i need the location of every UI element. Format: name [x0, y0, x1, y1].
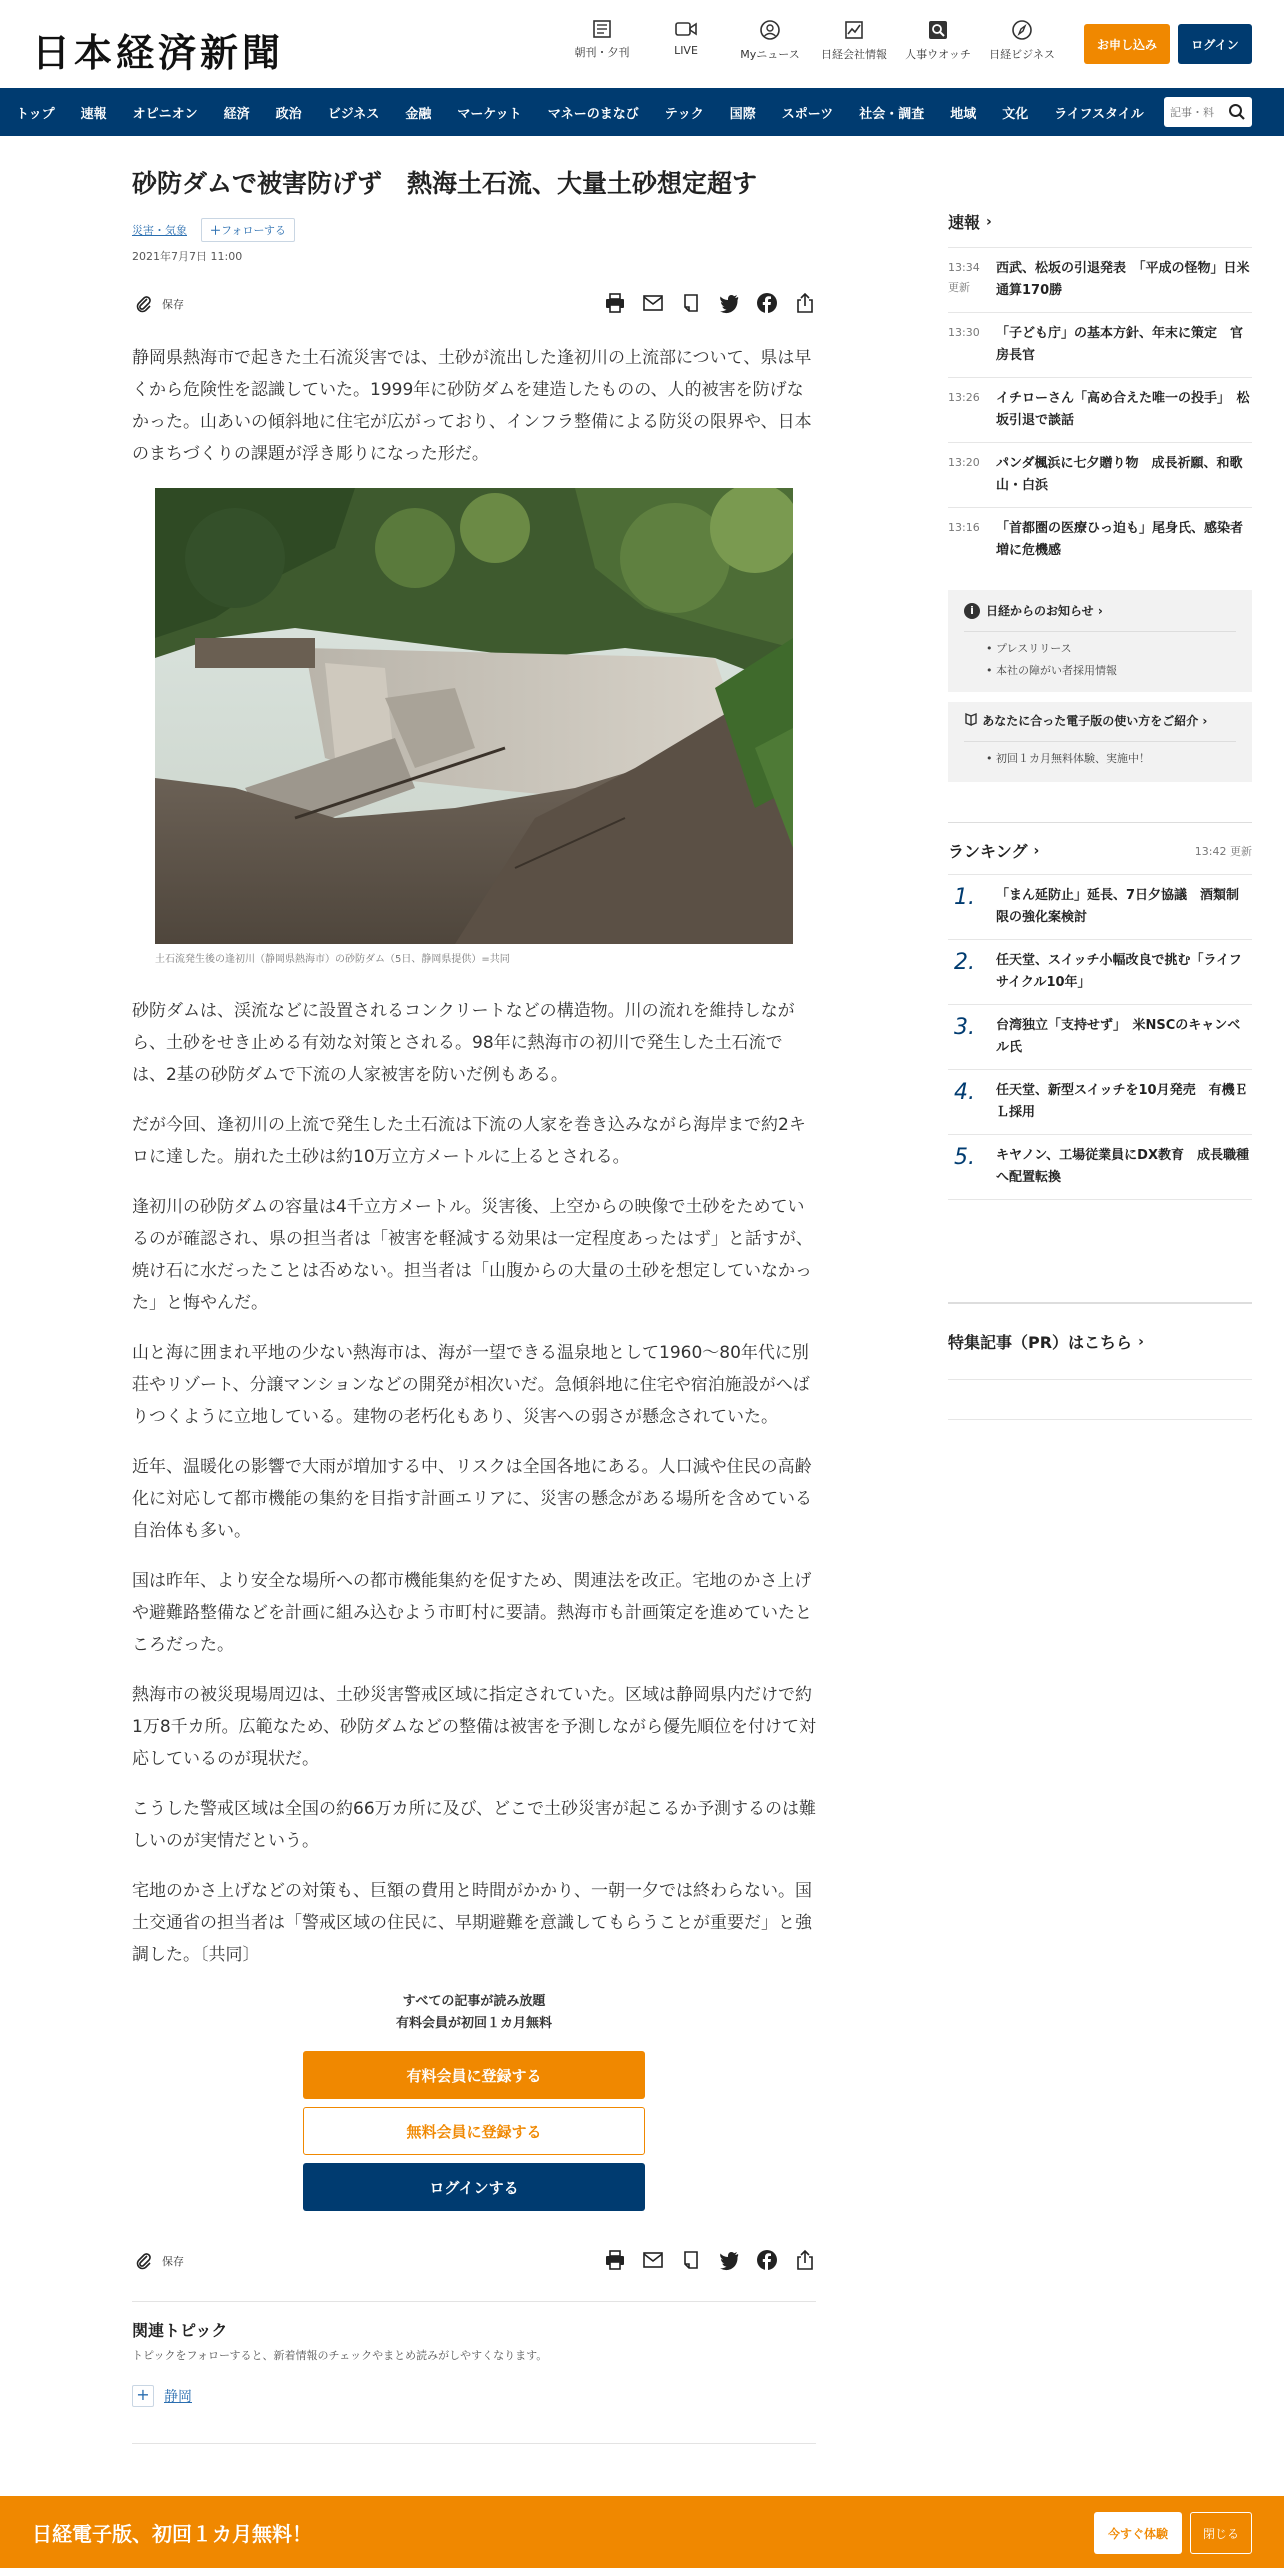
divider: [132, 2443, 816, 2444]
divider: [948, 1419, 1252, 1459]
login-button[interactable]: ログイン: [1178, 24, 1252, 64]
divider: [948, 1379, 1252, 1419]
article-toolbar: [132, 286, 816, 326]
nav-item-international[interactable]: 国際: [729, 106, 756, 122]
promo-subline: 有料会員が初回１カ月無料: [395, 2016, 552, 2031]
article-paragraph: 逢初川の砂防ダムの容量は4千立方メートル。災害後、上空からの映像で土砂をためているのが確認され、県の担当者は「被害を軽減する効果は一定程度あったはず」と話すが、焼け石に水だったことは否めない。担当者は「山腹からの大量の土砂を想定していなかった」と悔やんだ。: [132, 1197, 813, 1313]
article-paragraph: 砂防ダムは、渓流などに設置されるコンクリートなどの構造物。川の流れを維持しながら、土砂をせき止める有効な対策とされる。98年に熱海市の初川で発生した土石流では、2基の砂防ダムで下流の人家被害を防いだ例もある。: [132, 1001, 795, 1085]
nav-label: 日経会社情報: [821, 48, 887, 61]
ranking-item[interactable]: [948, 1069, 1252, 1134]
rank-headline[interactable]: 任天堂、スイッチ小幅改良で挑む「ライフサイクル10年」: [996, 953, 1242, 990]
dam-photo: [155, 488, 793, 944]
banner-text: 日経電子版、初回１カ月無料！: [32, 2522, 312, 2546]
article-paragraph: 近年、温暖化の影響で大雨が増加する中、リスクは全国各地にある。人口減や住民の高齢化に対応して都市機能の集約を目指す計画エリアに、災害の懸念がある場所を含めている自治体も多い。: [132, 1457, 812, 1541]
nav-live[interactable]: [644, 20, 728, 62]
news-headline[interactable]: 西武、松坂の引退発表 「平成の怪物」日米通算170勝: [996, 261, 1250, 298]
related-topics-title: 関連トピック: [132, 2321, 228, 2340]
nav-item-society[interactable]: 社会・調査: [859, 106, 925, 122]
chevron-right-icon: ›: [1198, 713, 1208, 728]
nav-label: 朝刊・夕刊: [574, 46, 630, 59]
paperclip-icon: [136, 2251, 152, 2271]
topic-name[interactable]: 静岡: [164, 2389, 192, 2405]
rank-headline[interactable]: 台湾独立「支持せず」 米NSCのキャンベル氏: [996, 1018, 1241, 1055]
chevron-right-icon: ›: [1138, 1333, 1144, 1350]
search-icon[interactable]: [1228, 103, 1246, 121]
info-icon: i: [964, 603, 980, 619]
news-time: 13:16: [948, 521, 980, 534]
news-item[interactable]: [948, 377, 1252, 442]
article-paragraph: 宅地のかさ上げなどの対策も、巨額の費用と時間がかかり、一朝一夕では終わらない。国土交通省の担当者は「警戒区域の住民に、早期避難を意識してもらうことが重要だ」と強調した。〔共同〕: [132, 1881, 812, 1965]
article-meta: [132, 218, 816, 242]
news-time: 13:30: [948, 326, 980, 339]
share-bar: [588, 292, 816, 318]
newspaper-icon: [592, 20, 612, 38]
share-icon[interactable]: [794, 292, 816, 318]
news-time: 13:26: [948, 391, 980, 404]
follow-label: フォローする: [221, 224, 286, 237]
notice-link-label: プレスリリース: [996, 642, 1072, 655]
divider: [948, 1199, 1252, 1200]
rank-number: 3.: [954, 1015, 975, 1040]
breaking-news-heading[interactable]: [948, 210, 1252, 233]
save-button[interactable]: [136, 2251, 184, 2271]
publish-date: 2021年7月7日 11:00: [132, 250, 243, 263]
subscription-promo: [132, 1991, 816, 2211]
notice-links: [964, 631, 1236, 682]
guide-heading[interactable]: [964, 712, 1236, 729]
ranking-title-link[interactable]: [948, 839, 1039, 862]
paperclip-icon: [136, 294, 152, 314]
ranking-item[interactable]: [948, 1004, 1252, 1069]
nav-label: 日経ビジネス: [989, 48, 1055, 61]
mail-icon[interactable]: [642, 292, 664, 318]
note-icon[interactable]: [680, 292, 702, 318]
promo-login-button[interactable]: ログインする: [303, 2163, 645, 2211]
search-input[interactable]: [1170, 102, 1224, 122]
category-navbar: [0, 88, 1284, 136]
divider: [948, 692, 1252, 702]
guide-links: [964, 741, 1236, 770]
nav-item-money[interactable]: マネーのまなび: [547, 106, 639, 122]
photo-caption: 土石流発生後の逢初川（静岡県熱海市）の砂防ダム（5日、静岡県提供）=共同: [155, 954, 510, 965]
article: [132, 166, 816, 2444]
print-icon[interactable]: [604, 292, 626, 318]
twitter-icon[interactable]: [718, 2249, 740, 2275]
special-articles-link[interactable]: [948, 1330, 1252, 1353]
news-headline[interactable]: イチローさん「高め合えた唯一の投手」 松坂引退で談話: [996, 391, 1250, 428]
nav-personnel-watch[interactable]: [896, 20, 980, 62]
ranking-item[interactable]: [948, 939, 1252, 1004]
nav-item-market[interactable]: マーケット: [457, 106, 522, 122]
promo-headline: すべての記事が読み放題: [402, 1994, 546, 2009]
notice-link-recruit[interactable]: • 本社の障がい者採用情報: [986, 664, 1117, 677]
topic-item[interactable]: [132, 2385, 816, 2407]
related-topics-desc: トピックをフォローすると、新着情報のチェックやまとめ読みがしやすくなります。: [132, 2349, 548, 2362]
print-icon[interactable]: [604, 2249, 626, 2275]
apply-button[interactable]: お申し込み: [1084, 24, 1170, 64]
register-paid-button[interactable]: 有料会員に登録する: [303, 2051, 645, 2099]
rank-number: 1.: [954, 885, 975, 910]
plus-icon: ＋: [210, 224, 221, 237]
ranking-item[interactable]: [948, 874, 1252, 939]
sidebar: [948, 210, 1252, 1459]
share-bar: [588, 2249, 816, 2275]
article-paragraph: こうした警戒区域は全国の約66万カ所に及び、どこで土砂災害が起こるか予測するのは難しいのが実情だという。: [132, 1799, 816, 1851]
nav-item-lifestyle[interactable]: ライフスタイル: [1054, 106, 1144, 122]
article-toolbar-bottom: [132, 2243, 816, 2283]
ranking-heading: [948, 839, 1252, 862]
note-icon[interactable]: [680, 2249, 702, 2275]
nav-item-regional[interactable]: 地域: [950, 106, 977, 122]
header-nav: [560, 20, 1064, 62]
ranking-title: ランキング: [948, 842, 1028, 861]
rank-headline[interactable]: 「まん延防止」延長、7日夕協議 酒類制限の強化案検討: [996, 888, 1240, 925]
chevron-right-icon: ›: [1093, 603, 1103, 618]
article-paragraph: 熱海市の被災現場周辺は、土砂災害警戒区域に指定されていた。区域は静岡県内だけで約1万8千カ所。広範なため、砂防ダムなどの整備は被害を予測しながら優先順位を付けて対応しているのが現状だ。: [132, 1685, 816, 1769]
book-icon: [964, 712, 978, 729]
follow-button[interactable]: [201, 218, 295, 242]
article-paragraph: 静岡県熱海市で起きた土石流災害では、土砂が流出した逢初川の上流部について、県は早くから危険性を認識していた。1999年に砂防ダムを建造したものの、人的被害を防げなかった。山あいの傾斜地に住宅が広がっており、インフラ整備による防災の限界や、日本のまちづくりの課題が浮き彫りになった形だ。: [132, 348, 812, 464]
chart-icon: [844, 20, 864, 40]
register-free-button[interactable]: 無料会員に登録する: [303, 2107, 645, 2155]
special-articles-title: 特集記事（PR）はこちら: [948, 1333, 1133, 1352]
news-item[interactable]: [948, 312, 1252, 377]
video-icon: [675, 20, 697, 38]
share-icon[interactable]: [794, 2249, 816, 2275]
guide-link-label: 初回１カ月無料体験、実施中！: [996, 752, 1150, 765]
ranking-updated: 13:42 更新: [1194, 844, 1252, 858]
nav-item-business[interactable]: ビジネス: [327, 106, 380, 122]
article-paragraph: 山と海に囲まれ平地の少ない熱海市は、海が一望できる温泉地として1960～80年代に別荘やリゾート、分譲マンションなどの開発が相次いだ。急傾斜地に住宅や宿泊施設がへばりつくように立地している。建物の老朽化もあり、災害への弱さが懸念されていた。: [132, 1343, 810, 1427]
notice-link-press[interactable]: • プレスリリース: [986, 642, 1072, 655]
nav-company-info[interactable]: [812, 20, 896, 62]
chevron-right-icon: ›: [986, 213, 992, 230]
trial-banner: [0, 2496, 1284, 2568]
nav-item-tech[interactable]: テック: [664, 106, 704, 122]
chevron-right-icon: ›: [1033, 842, 1040, 859]
topic-tag-link[interactable]: 災害・気象: [132, 224, 187, 237]
save-button[interactable]: [136, 294, 184, 314]
try-now-button[interactable]: 今すぐ体験: [1094, 2512, 1182, 2554]
notice-title: 日経からのお知らせ: [986, 604, 1094, 618]
rank-number: 4.: [954, 1080, 975, 1105]
news-headline[interactable]: 「首都圏の医療ひっ迫も」尾身氏、感染者増に危機感: [996, 521, 1244, 558]
plus-icon[interactable]: +: [132, 2385, 154, 2407]
nikkei-notice-box: [948, 590, 1252, 782]
ranking-list: [948, 874, 1252, 1200]
nav-item-breaking[interactable]: 速報: [80, 106, 107, 122]
nav-label: LIVE: [674, 44, 698, 57]
rank-headline[interactable]: 任天堂、新型スイッチを10月発売 有機ＥＬ採用: [996, 1083, 1248, 1120]
special-articles: [948, 1302, 1252, 1459]
news-item[interactable]: [948, 507, 1252, 572]
site-header: [0, 0, 1284, 88]
news-time: 13:20: [948, 456, 980, 469]
guide-title: あなたに合った電子版の使い方をご紹介: [982, 714, 1199, 728]
article-title: 砂防ダムで被害防げず 熱海土石流、大量土砂想定超す: [132, 169, 758, 198]
article-paragraph: 国は昨年、より安全な場所への都市機能集約を促すため、関連法を改正。宅地のかさ上げや避難路整備などを計画に組み込むよう市町村に要請。熱海市も計画策定を進めていたところだった。: [132, 1571, 812, 1655]
search-person-icon: [928, 20, 948, 40]
related-topics: [132, 2301, 816, 2444]
nav-label: 人事ウオッチ: [905, 48, 971, 61]
nav-item-opinion[interactable]: オピニオン: [132, 106, 198, 122]
nav-item-economy[interactable]: 経済: [223, 106, 250, 122]
news-item[interactable]: [948, 442, 1252, 507]
rank-number: 5.: [954, 1145, 975, 1170]
notice-link-label: 本社の障がい者採用情報: [996, 664, 1117, 677]
close-banner-button[interactable]: 閉じる: [1190, 2512, 1252, 2554]
save-label: 保存: [162, 298, 184, 311]
ranking-section: [948, 822, 1252, 1200]
nav-label: Myニュース: [740, 48, 800, 61]
compass-icon: [1012, 20, 1032, 40]
nav-my-news[interactable]: [728, 20, 812, 62]
ranking-item[interactable]: [948, 1134, 1252, 1199]
nav-item-finance[interactable]: 金融: [405, 106, 432, 122]
breaking-news-title: 速報: [948, 213, 981, 232]
nav-item-top[interactable]: トップ: [16, 106, 55, 122]
news-headline[interactable]: 「子ども庁」の基本方針、年末に策定 官房長官: [996, 326, 1244, 363]
nav-print-edition[interactable]: [560, 20, 644, 62]
search-box: [1164, 97, 1252, 127]
news-time-value: 13:34: [948, 261, 980, 274]
news-headline[interactable]: パンダ楓浜に七夕贈り物 成長祈願、和歌山・白浜: [996, 456, 1243, 493]
notice-heading[interactable]: [964, 602, 1236, 619]
breaking-news-list: [948, 247, 1252, 572]
rank-headline[interactable]: キヤノン、工場従業員にDX教育 成長職種へ配置転換: [996, 1148, 1249, 1185]
article-paragraph: だが今回、逢初川の上流で発生した土石流は下流の人家を巻き込みながら海岸まで約2キロに達した。崩れた土砂は約10万立方メートルに上るとされる。: [132, 1115, 806, 1167]
nav-item-politics[interactable]: 政治: [275, 106, 302, 122]
site-logo[interactable]: 日本経済新聞: [32, 30, 285, 75]
guide-link-trial[interactable]: • 初回１カ月無料体験、実施中！: [986, 752, 1150, 765]
news-time: [948, 258, 996, 302]
rank-number: 2.: [954, 950, 975, 975]
twitter-icon[interactable]: [718, 292, 740, 318]
facebook-icon[interactable]: [756, 2249, 778, 2275]
mail-icon[interactable]: [642, 2249, 664, 2275]
news-item[interactable]: [948, 247, 1252, 312]
facebook-icon[interactable]: [756, 292, 778, 318]
article-body: [132, 342, 816, 1971]
person-icon: [760, 20, 780, 40]
nav-nikkei-business[interactable]: [980, 20, 1064, 62]
nav-item-sports[interactable]: スポーツ: [781, 106, 834, 122]
news-updated-label: 更新: [948, 281, 970, 294]
save-label: 保存: [162, 2255, 184, 2268]
nav-item-culture[interactable]: 文化: [1002, 106, 1029, 122]
